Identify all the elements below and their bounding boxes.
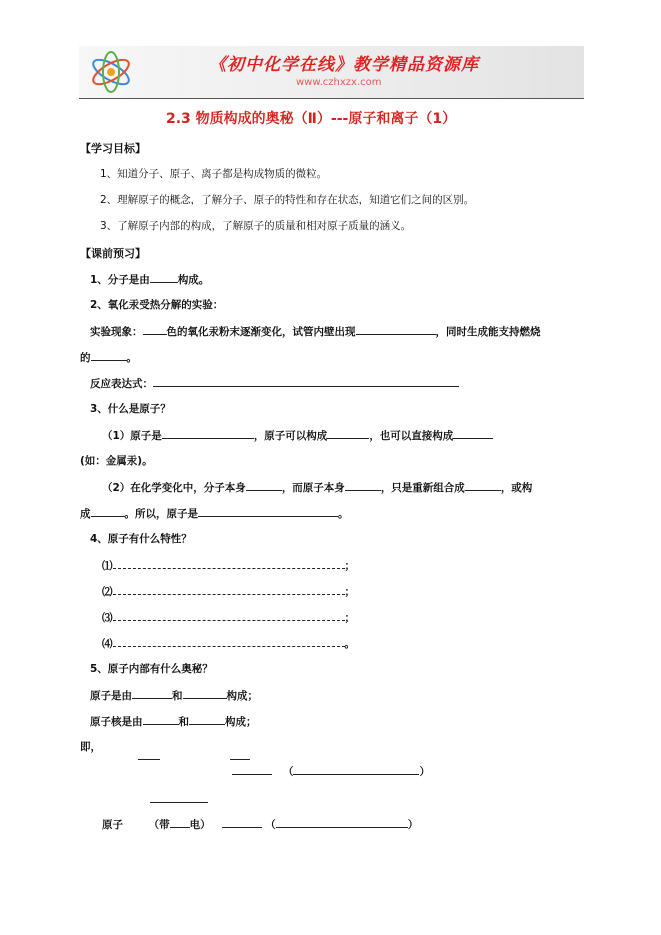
q3-text: 。所以，原子是 [124,508,198,520]
reaction-equation [90,375,459,391]
ji-label: 即， [80,741,101,753]
question-3-1 [102,427,493,443]
blank[interactable] [327,427,369,439]
q1-text: 1、分子是由 [90,274,150,286]
objective-item: 2、理解原子的概念，了解分子、原子的特性和存在状态，知道它们之间的区别。 [100,194,475,206]
paren-open: （ [282,766,294,778]
item-number: ⑵ [102,586,113,598]
blank[interactable] [356,323,436,335]
blank[interactable] [232,763,272,775]
experiment-phenomenon-cont [80,349,137,365]
q3-text: ，也可以直接构成 [369,430,454,442]
item-end: ； [344,586,355,598]
blank[interactable] [150,271,178,283]
page-title: 2.3 物质构成的奥秘（Ⅱ）---原子和离子（1） [166,111,457,127]
blank[interactable] [143,713,179,725]
charge-text: （带 [148,819,170,831]
charge-text: 电） [189,819,211,831]
blank[interactable] [132,687,172,699]
q3-text: ，原子可以构成 [253,430,328,442]
blank[interactable] [345,479,381,491]
list-item [102,583,355,599]
item-number: ⑶ [102,612,113,624]
question-5: 5、原子内部有什么奥秘？ [90,663,213,675]
q3-text: 成 [80,508,91,520]
objectives-heading: 【学习目标】 [80,142,146,155]
banner-title: 《初中化学在线》教学精品资源库 [209,55,479,75]
question-3-1-cont: (如：金属汞)。 [80,455,153,467]
blank[interactable] [113,609,345,621]
blank[interactable] [465,479,501,491]
blank[interactable] [143,323,167,335]
diagram-row-atom [102,816,418,832]
q2-text: ，同时生成能支持燃烧 [435,326,541,338]
q1-text: 构成。 [177,274,210,286]
diagram-stroke [138,759,160,760]
item-number: ⑷ [102,638,113,650]
blank[interactable] [198,505,338,517]
atom-logo-icon [85,49,137,95]
question-5-1 [90,687,258,703]
diagram-stroke [230,759,250,760]
paren-close: ） [419,766,430,778]
question-3: 3、什么是原子？ [90,403,171,415]
q5-text: 构成； [226,690,258,702]
blank[interactable] [170,816,190,828]
q3-text: ，或构 [500,482,533,494]
blank[interactable] [222,816,262,828]
diagram-row-upper [232,763,430,779]
q5-text: 和 [178,716,189,728]
q5-text: 原子核是由 [90,716,143,728]
item-end: 。 [344,638,355,650]
item-end: ； [344,612,355,624]
atom-label: 原子 [102,819,123,831]
blank[interactable] [113,635,345,647]
list-item [102,609,355,625]
blank[interactable] [189,713,225,725]
blank[interactable] [183,687,227,699]
blank[interactable] [113,557,345,569]
q3-text: 。 [338,508,349,520]
blank[interactable] [91,349,127,361]
q2-text: 的 [80,352,91,364]
q2-text: 实验现象： [90,326,143,338]
list-item [102,557,355,573]
q5-text: 和 [172,690,183,702]
q5-text: 构成； [225,716,257,728]
blank[interactable] [246,479,282,491]
objective-item: 1、知道分子、原子、离子都是构成物质的微粒。 [100,168,328,180]
question-4: 4、原子有什么特性？ [90,533,192,545]
equation-label: 反应表达式： [90,378,153,390]
objective-item: 3、了解原子内部的构成，了解原子的质量和相对原子质量的涵义。 [100,220,412,232]
question-3-2 [102,479,532,495]
q2-text: 色的氧化汞粉末逐渐变化，试管内壁出现 [166,326,356,338]
item-end: ； [344,560,355,572]
question-3-2-cont [80,505,349,521]
blank[interactable] [453,427,493,439]
q2-text: 。 [126,352,137,364]
list-item [102,635,355,651]
header-banner [79,46,584,98]
blank[interactable] [162,427,254,439]
paren-close: ） [407,819,419,831]
q5-text: 原子是由 [90,690,132,702]
blank[interactable] [113,583,345,595]
q3-text: （2）在化学变化中，分子本身 [102,482,246,494]
banner-url: www.czhxzx.com [296,77,382,88]
blank[interactable] [91,505,125,517]
blank[interactable] [276,816,408,828]
question-5-2 [90,713,257,729]
preview-heading: 【课前预习】 [80,247,146,260]
item-number: ⑴ [102,560,113,572]
paren-open: （ [265,819,276,831]
q3-text: ，而原子本身 [281,482,345,494]
q3-text: （1）原子是 [102,430,162,442]
q3-text: ，只是重新组合成 [380,482,465,494]
question-1 [90,271,209,287]
blank[interactable] [153,375,459,387]
experiment-phenomenon [90,323,541,339]
header-divider [79,98,584,99]
blank[interactable] [293,763,419,775]
diagram-stroke [150,802,208,803]
question-2: 2、氧化汞受热分解的实验： [90,299,224,311]
